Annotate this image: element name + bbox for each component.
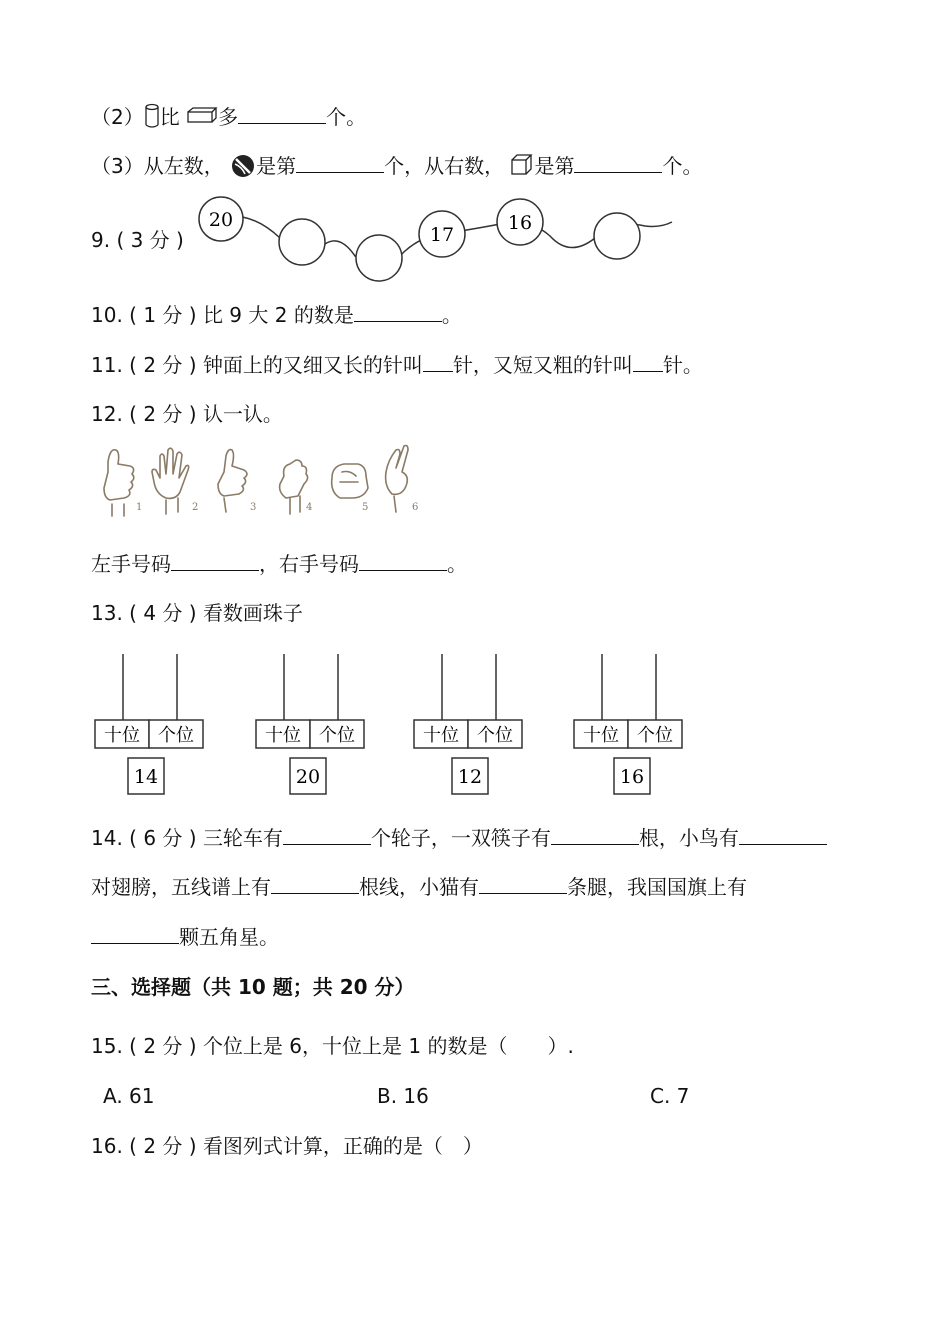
answer-blank[interactable]: [423, 351, 453, 372]
q9-label: 9. ( 3 分 ): [91, 228, 184, 252]
crossed-fingers-hand-icon: [386, 446, 408, 513]
q12-answer: 左手号码 ，右手号码 。: [91, 552, 467, 576]
chain-number: 20: [208, 209, 234, 231]
hand-number: 1: [136, 502, 143, 513]
abacus-number: 20: [295, 766, 321, 788]
tens-label: 十位: [104, 725, 140, 746]
cylinder-icon: [144, 102, 160, 130]
ones-label: 个位: [158, 725, 194, 746]
abacus-figure[interactable]: [412, 652, 526, 802]
abacus-figure[interactable]: [572, 652, 686, 802]
chain-number: 16: [507, 212, 533, 234]
q14-line3: 颗五角星。: [91, 923, 279, 951]
hand-number: 6: [412, 502, 419, 513]
hand-number: 4: [306, 502, 313, 513]
answer-blank[interactable]: [238, 103, 326, 124]
answer-blank[interactable]: [354, 301, 442, 322]
chain-circle: [419, 211, 465, 257]
abacus-number: 16: [619, 766, 645, 788]
open-palm-hand-icon: [152, 448, 189, 514]
hand-number: 2: [192, 502, 199, 513]
option-c[interactable]: C. 7: [650, 1084, 690, 1108]
section-title: 三、选择题（共 10 题；共 20 分）: [91, 975, 415, 999]
tens-label: 十位: [423, 725, 459, 746]
q14-line1: 14. ( 6 分 ) 三轮车有 个轮子，一双筷子有 根，小鸟有: [91, 824, 827, 852]
answer-blank[interactable]: [479, 873, 567, 894]
option-b[interactable]: B. 16: [377, 1084, 429, 1108]
fist-front-hand-icon: [332, 464, 368, 498]
thumb-up-hand-icon: [104, 450, 134, 516]
cube-icon: [510, 153, 534, 177]
answer-blank[interactable]: [171, 550, 259, 571]
fist-hand-icon: [280, 460, 308, 514]
q11: 11. ( 2 分 ) 钟面上的又细又长的针叫 针，又短又粗的针叫 针。: [91, 353, 703, 377]
abacus-number: 12: [457, 766, 483, 788]
answer-blank[interactable]: [283, 824, 371, 845]
answer-blank[interactable]: [739, 824, 827, 845]
cuboid-icon: [186, 106, 218, 126]
answer-blank[interactable]: [359, 550, 447, 571]
chain-circle[interactable]: [594, 213, 640, 259]
hand-gestures-figure: [96, 442, 426, 522]
ball-icon: [230, 153, 256, 179]
chain-circle: [199, 197, 243, 241]
option-a[interactable]: A. 61: [103, 1084, 155, 1108]
ones-label: 个位: [477, 725, 513, 746]
abacus-figure[interactable]: [93, 652, 207, 802]
answer-blank[interactable]: [296, 152, 384, 173]
q8-sub2: （2） 比 多 个。: [91, 102, 366, 131]
q12: 12. ( 2 分 ) 认一认。: [91, 402, 283, 426]
hand-number: 3: [250, 502, 257, 513]
q10: 10. ( 1 分 ) 比 9 大 2 的数是 。: [91, 303, 462, 327]
answer-blank[interactable]: [574, 152, 662, 173]
abacus-number: 14: [133, 766, 159, 788]
chain-circle[interactable]: [279, 219, 325, 265]
abacus-figure[interactable]: [254, 652, 368, 802]
ones-label: 个位: [637, 725, 673, 746]
q13: 13. ( 4 分 ) 看数画珠子: [91, 601, 303, 625]
number-chain-figure: [190, 196, 680, 288]
thumb-up-side-hand-icon: [218, 450, 247, 512]
chain-circle[interactable]: [356, 235, 402, 281]
chain-circle: [497, 199, 543, 245]
answer-blank[interactable]: [271, 873, 359, 894]
answer-blank[interactable]: [633, 351, 663, 372]
hand-number: 5: [362, 502, 369, 513]
chain-number: 17: [429, 224, 455, 246]
q16: 16. ( 2 分 ) 看图列式计算，正确的是（ ）: [91, 1134, 483, 1158]
answer-blank[interactable]: [551, 824, 639, 845]
ones-label: 个位: [319, 725, 355, 746]
tens-label: 十位: [583, 725, 619, 746]
q8-sub3: （3）从左数， 是第 个，从右数， 是第 个。: [91, 154, 703, 178]
tens-label: 十位: [265, 725, 301, 746]
q14-line2: 对翅膀，五线谱上有 根线，小猫有 条腿，我国国旗上有: [91, 875, 747, 899]
answer-blank[interactable]: [91, 923, 179, 944]
q15: 15. ( 2 分 ) 个位上是 6，十位上是 1 的数是（ ）.: [91, 1034, 574, 1058]
